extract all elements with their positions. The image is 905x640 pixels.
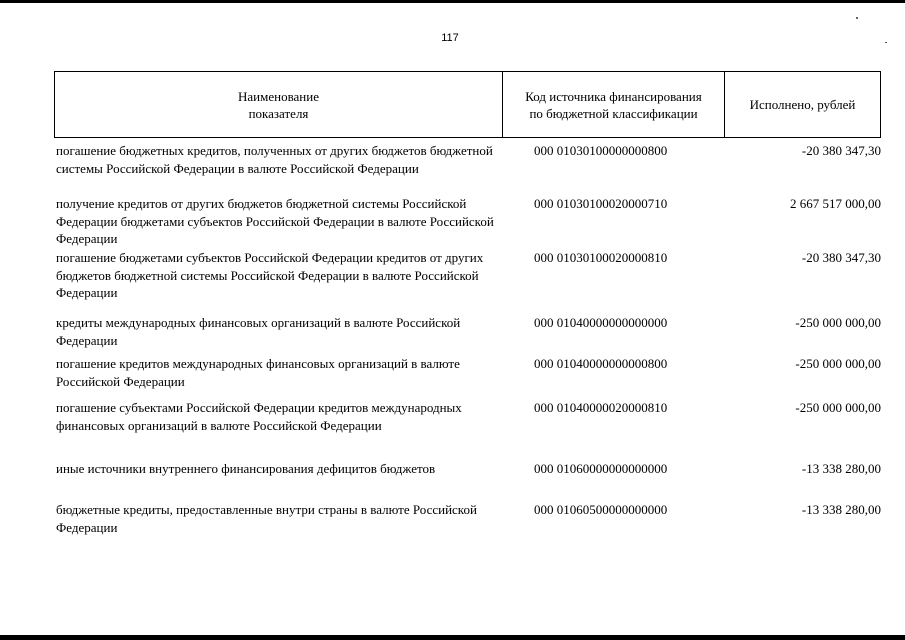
row-code: 000 01040000020000810 <box>534 400 668 415</box>
row-code: 000 01030100020000810 <box>534 250 668 265</box>
header-code-line1: Код источника финансирования <box>525 88 702 104</box>
row-name: бюджетные кредиты, предоставленные внутри страны в валюте Российской Федерации <box>56 502 477 535</box>
row-name: погашение бюджетами субъектов Российской Федерации кредитов от других бюджетов бюджетной системы Российской Федерации в валюте Российской Федерации <box>56 250 484 300</box>
row-name: погашение кредитов международных финансовых организаций в валюте Российской Федерации <box>56 356 460 389</box>
bottom-border-rule <box>0 635 905 640</box>
table-header <box>54 71 881 138</box>
row-name: кредиты международных финансовых организаций в валюте Российской Федерации <box>56 315 461 348</box>
row-code: 000 01040000000000800 <box>534 356 668 371</box>
header-code-column <box>503 72 725 137</box>
header-name-line1: Наименование <box>238 88 319 104</box>
row-code: 000 01060500000000000 <box>534 502 668 517</box>
header-executed-label: Исполнено, рублей <box>749 97 856 112</box>
row-value: 2 667 517 000,00 <box>790 196 881 211</box>
header-name-column <box>55 72 503 137</box>
scan-speck <box>885 42 887 43</box>
page-number: 117 <box>441 32 459 44</box>
header-executed-column <box>725 72 880 137</box>
scan-speck <box>856 17 858 19</box>
row-name: погашение бюджетных кредитов, полученных от других бюджетов бюджетной системы Российской Федерации в валюте Российской Федерации <box>56 143 493 176</box>
row-value: -250 000 000,00 <box>795 356 881 371</box>
row-value: -20 380 347,30 <box>801 143 881 158</box>
row-code: 000 01040000000000000 <box>534 315 668 330</box>
row-value: -13 338 280,00 <box>801 502 881 517</box>
row-code: 000 01030100020000710 <box>534 196 668 211</box>
row-name: получение кредитов от других бюджетов бюджетной системы Российской Федерации бюджетами субъектов Российской Федерации в валюте Российской Федерации <box>56 196 494 246</box>
row-value: -20 380 347,30 <box>801 250 881 265</box>
row-name: иные источники внутреннего финансирования дефицитов бюджетов <box>56 461 436 476</box>
row-value: -250 000 000,00 <box>795 400 881 415</box>
row-name: погашение субъектами Российской Федерации кредитов международных финансовых организаций в валюте Российской Федерации <box>56 400 462 433</box>
row-code: 000 01030100000000800 <box>534 143 668 158</box>
row-value: -250 000 000,00 <box>795 315 881 330</box>
header-code-line2: по бюджетной классификации <box>529 105 698 121</box>
row-code: 000 01060000000000000 <box>534 461 668 476</box>
row-value: -13 338 280,00 <box>801 461 881 476</box>
header-name-line2: показателя <box>248 105 309 121</box>
top-border-rule <box>0 0 905 3</box>
